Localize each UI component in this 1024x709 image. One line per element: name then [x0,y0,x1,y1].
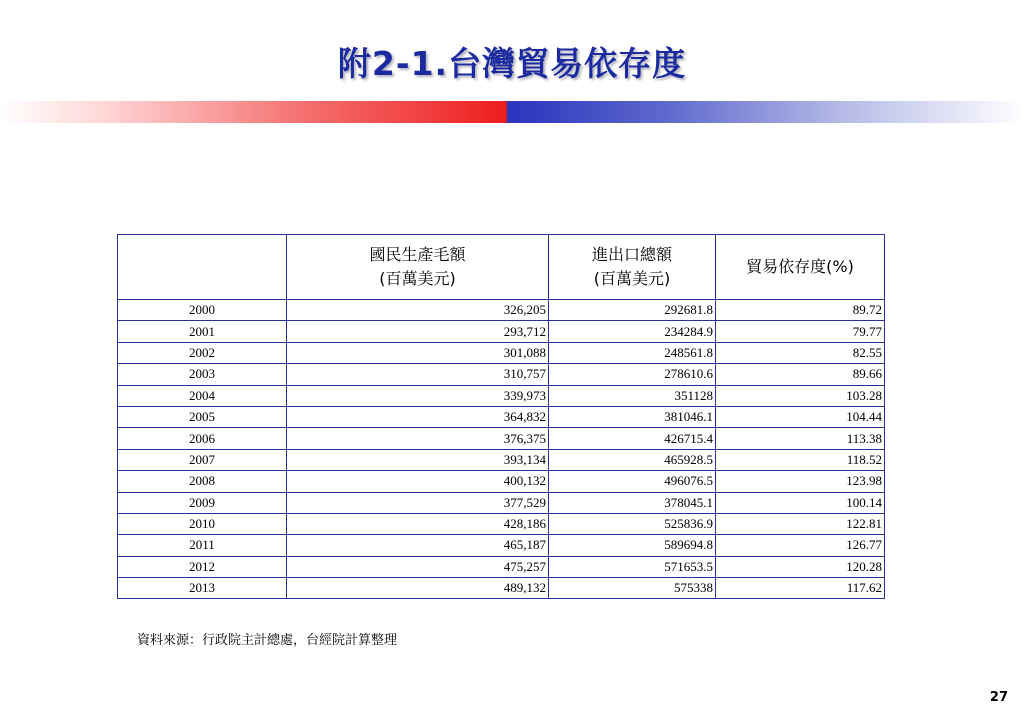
table-row [118,300,885,321]
cell-year: 2007 [118,449,287,470]
cell-trade: 589694.8 [549,535,716,556]
cell-dependence: 89.66 [716,364,885,385]
cell-dependence: 117.62 [716,578,885,599]
cell-gnp: 393,134 [287,449,549,470]
cell-dependence: 122.81 [716,513,885,534]
cell-year: 2004 [118,385,287,406]
header-trade-line2: (百萬美元) [593,269,671,288]
cell-trade: 496076.5 [549,471,716,492]
table-row [118,535,885,556]
cell-trade: 248561.8 [549,342,716,363]
cell-trade: 292681.8 [549,300,716,321]
cell-dependence: 126.77 [716,535,885,556]
table-row [118,556,885,577]
cell-dependence: 113.38 [716,428,885,449]
cell-year: 2005 [118,406,287,427]
cell-gnp: 301,088 [287,342,549,363]
cell-year: 2003 [118,364,287,385]
cell-year: 2010 [118,513,287,534]
slide-title: 附2-1.台灣貿易依存度 [337,44,687,83]
cell-trade: 381046.1 [549,406,716,427]
source-note: 資料來源：行政院主計總處，台經院計算整理 [137,633,398,648]
cell-trade: 426715.4 [549,428,716,449]
cell-dependence: 120.28 [716,556,885,577]
cell-dependence: 89.72 [716,300,885,321]
cell-gnp: 293,712 [287,321,549,342]
header-gnp-line1: 國民生產毛額 [369,245,466,264]
table-row [118,471,885,492]
cell-trade: 465928.5 [549,449,716,470]
cell-dependence: 103.28 [716,385,885,406]
cell-trade: 571653.5 [549,556,716,577]
cell-dependence: 104.44 [716,406,885,427]
table-row [118,342,885,363]
title-divider-bar [0,101,1024,123]
cell-gnp: 310,757 [287,364,549,385]
cell-year: 2011 [118,535,287,556]
cell-trade: 575338 [549,578,716,599]
cell-year: 2002 [118,342,287,363]
cell-dependence: 100.14 [716,492,885,513]
table-header-row [118,235,885,300]
cell-gnp: 475,257 [287,556,549,577]
cell-gnp: 377,529 [287,492,549,513]
table-row [118,321,885,342]
table-row [118,578,885,599]
header-year [118,235,287,300]
table-row [118,492,885,513]
cell-gnp: 400,132 [287,471,549,492]
table-row [118,513,885,534]
cell-gnp: 326,205 [287,300,549,321]
cell-gnp: 465,187 [287,535,549,556]
cell-year: 2013 [118,578,287,599]
header-trade-line1: 進出口總額 [591,245,672,264]
page-number: 27 [989,690,1008,705]
cell-year: 2009 [118,492,287,513]
table-row [118,385,885,406]
cell-year: 2008 [118,471,287,492]
cell-year: 2006 [118,428,287,449]
cell-trade: 525836.9 [549,513,716,534]
table-row [118,428,885,449]
cell-year: 2012 [118,556,287,577]
cell-gnp: 364,832 [287,406,549,427]
cell-dependence: 82.55 [716,342,885,363]
trade-dependence-table [117,234,885,599]
cell-trade: 351128 [549,385,716,406]
cell-year: 2001 [118,321,287,342]
cell-trade: 378045.1 [549,492,716,513]
cell-gnp: 489,132 [287,578,549,599]
table-row [118,364,885,385]
cell-year: 2000 [118,300,287,321]
header-dependence: 貿易依存度(%) [716,235,885,300]
table-row [118,449,885,470]
cell-trade: 234284.9 [549,321,716,342]
cell-dependence: 118.52 [716,449,885,470]
cell-gnp: 376,375 [287,428,549,449]
table-row [118,406,885,427]
header-trade [549,235,716,300]
cell-dependence: 79.77 [716,321,885,342]
cell-dependence: 123.98 [716,471,885,492]
cell-trade: 278610.6 [549,364,716,385]
cell-gnp: 339,973 [287,385,549,406]
cell-gnp: 428,186 [287,513,549,534]
header-gnp-line2: (百萬美元) [379,269,456,288]
header-gnp [287,235,549,300]
